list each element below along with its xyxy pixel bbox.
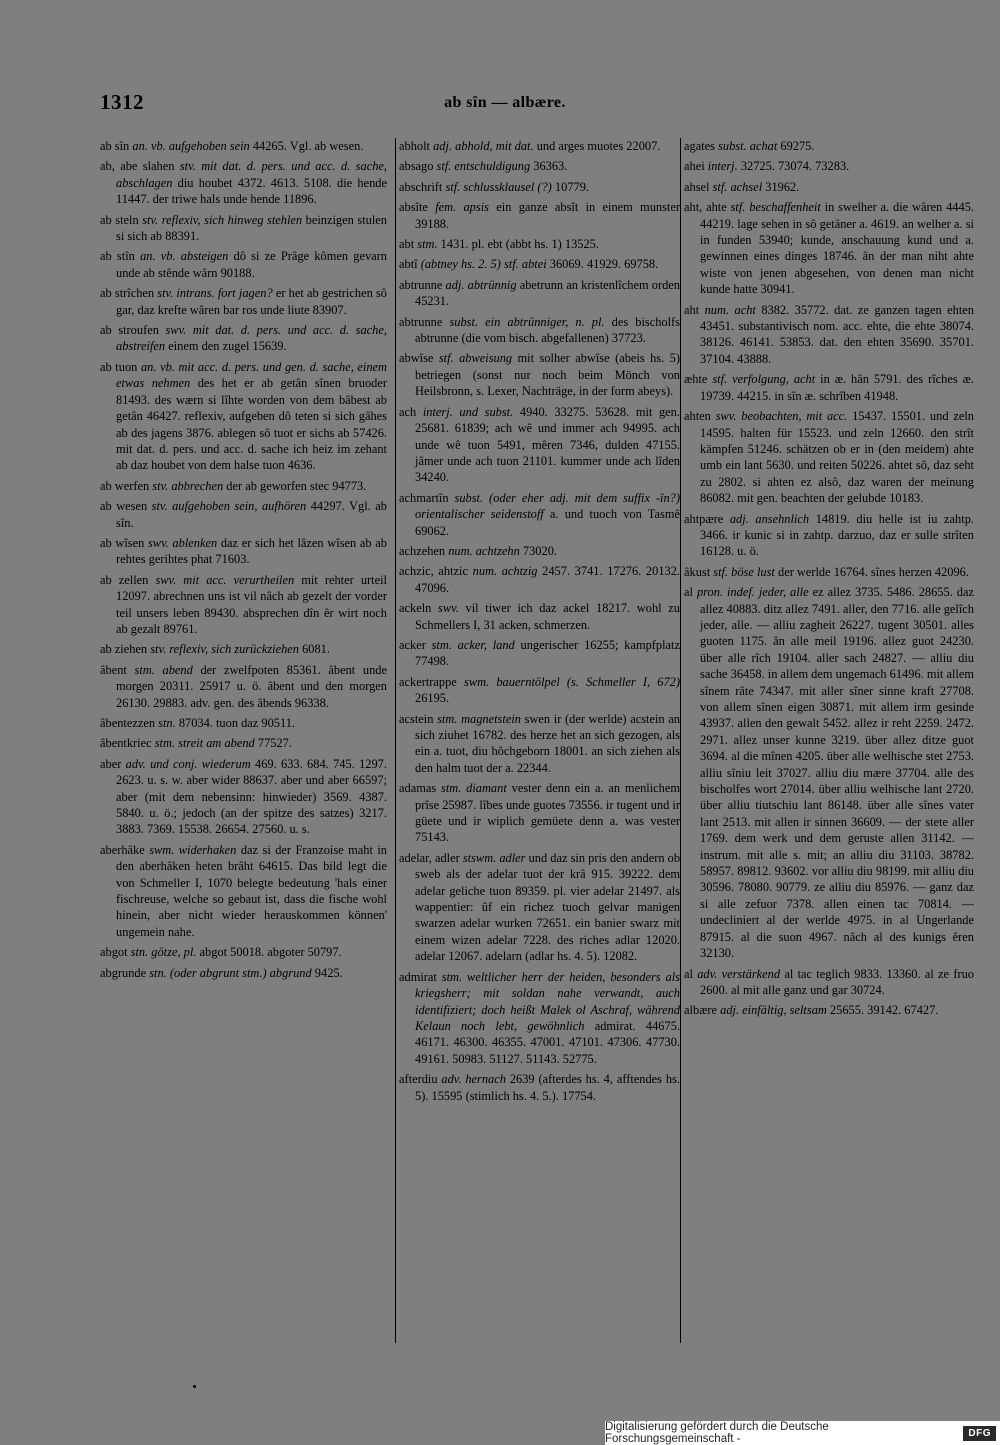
dictionary-entry [100, 322, 387, 355]
entry-gloss: swm. bauerntölpel (s. Schmeller I, 672) [464, 674, 680, 689]
entry-headword: âbentkriec [100, 736, 152, 751]
entry-gloss: stv. aufgehoben sein, aufhören [151, 499, 307, 514]
entry-citations: daz er sich het lâzen wîsen ab ab rehtes gerihtes phat 71603. [116, 535, 387, 567]
dictionary-entry [399, 780, 680, 846]
page-number: 1312 [100, 90, 144, 114]
dictionary-entry [399, 674, 680, 707]
entry-headword: abgot [100, 945, 128, 960]
entry-citations: 26195. [415, 691, 450, 706]
dictionary-entry [100, 248, 387, 281]
entry-gloss: stv. intrans. fort jagen? [157, 286, 273, 301]
entry-citations: vester denn ein a. an menlichem prîse 25987. lîbes unde guotes 73556. ir tugent und ir güete und ir wiplich gemüete denn a. was vester 75143. [415, 781, 680, 845]
dictionary-entry [399, 277, 680, 310]
entry-gloss: num. achtzig [472, 564, 538, 579]
entry-headword: adelar, adler [399, 850, 460, 865]
dictionary-entry [100, 641, 387, 657]
entry-citations: abgot 50018. abgoter 50797. [199, 945, 342, 960]
entry-headword: æhte [684, 372, 708, 387]
entry-citations: 8382. 35772. dat. ze ganzen tagen ehten 43451. substantivisch nom. acc. ehte, die ehte 38074. 38126. 46141. 53853. dat. den ehten 35690. 35701. 37104. 43888. [700, 302, 974, 366]
entry-gloss: adj. abhold, mit dat. [433, 139, 534, 153]
entry-gloss: adj. ansehnlich [729, 511, 810, 526]
entry-citations: der zwelfpoten 85361. âbent unde morgen 20311. 25917 u. ö. âbent und den morgen 26130. 29883. adv. gen. des âbends 96338. [116, 662, 387, 710]
entry-citations: des bischolfs abtrunne (die vom bisch. abgefallenen) 37723. [415, 314, 680, 346]
dictionary-entry [100, 138, 387, 154]
entry-headword: ahei [684, 159, 705, 174]
entry-headword: ackeln [399, 601, 432, 616]
entry-citations: 15437. 15501. und zeln 14595. halten für 15523. und zeln 12660. den strît kämpfen 51246. schätzen ob er in (den meidem) ahte umb ein lant 5630. und reiten 50226. ahtet sô, daz seht zu 2802. si ahten ez alsô, daz waren der meinung 86082. mit gen. beachten der gelubde 10183. [700, 409, 974, 506]
dictionary-entry [399, 158, 680, 174]
dictionary-entry [100, 842, 387, 940]
footer-bar [605, 1421, 1000, 1445]
entry-citations: 73020. [522, 543, 557, 558]
entry-gloss: stm. weltlicher herr der heiden, besonders als kriegsherr; mit soldan nahe verwandt, auch identifiziert; doch heißt Malek ol Aschraf, während Kelaun noch lebt, gewöhnlich [415, 969, 680, 1033]
running-head: ab sîn — albære. [444, 94, 566, 111]
dictionary-entry [684, 1002, 974, 1018]
dictionary-entry [100, 285, 387, 318]
entry-headword: ackertrappe [399, 674, 457, 689]
dictionary-entry [100, 735, 387, 751]
entry-gloss: stn. (oder abgrunt stm.) abgrund [149, 965, 312, 980]
entry-gloss: stf. verfolgung, acht [712, 372, 816, 387]
entry-gloss: fem. apsis [435, 200, 489, 215]
entry-headword: albære [684, 1003, 718, 1018]
entry-gloss: stm. streit am abend [154, 736, 255, 751]
dictionary-entry [100, 158, 387, 207]
entry-headword: abholt [399, 139, 430, 153]
entry-citations: 31962. [765, 179, 800, 194]
entry-citations: swen ir (der werlde) acstein an sich ziuhet 16782. des herze het an sich gezogen, als ein a. tuot, diu hôchgeborn 18001. an sich ziehen als den halm tuot der a. 22344. [415, 711, 680, 775]
entry-headword: achzehen [399, 543, 446, 558]
entry-citations: 69275. [780, 139, 815, 153]
entry-headword: absîte [399, 200, 428, 215]
entry-citations: in æ. hân 5791. des rîches æ. 19739. 44215. in sîn æ. schrîben 41948. [700, 372, 974, 403]
entry-headword: ab wîsen [100, 535, 145, 550]
column-3 [680, 138, 974, 1343]
entry-headword: acker [399, 637, 426, 652]
entry-gloss: swv. mit dat. d. pers. und acc. d. sache, abstreifen [116, 323, 387, 354]
entry-gloss: adv. verstärkend [697, 966, 781, 981]
entry-headword: al [684, 585, 693, 600]
dictionary-entry [100, 756, 387, 838]
entry-headword: agates [684, 139, 715, 153]
entry-gloss: an. vb. mit acc. d. pers. und gen. d. sache, einem etwas nehmen [116, 359, 387, 391]
entry-headword: abschrift [399, 179, 443, 194]
entry-headword: ab steln [100, 212, 139, 227]
entry-headword: ab, abe slahen [100, 159, 175, 174]
entry-citations: 77527. [257, 736, 292, 751]
entry-gloss: stm. diamant [441, 781, 507, 796]
dictionary-entry [684, 138, 974, 154]
entry-citations: 87034. tuon daz 90511. [178, 716, 296, 730]
entry-gloss: swm. widerhaken [149, 842, 237, 857]
entry-headword: aht [684, 302, 700, 317]
entry-gloss: stv. reflexiv, sich zurückziehen [150, 642, 299, 657]
entry-headword: aht, ahte [684, 200, 727, 215]
dictionary-entry [399, 969, 680, 1067]
entry-citations: 1431. pl. ebt (abbt hs. 1) 13525. [440, 237, 599, 252]
entry-headword: âbent [100, 662, 127, 677]
entry-citations: 44265. Vgl. ab wesen. [252, 139, 364, 153]
entry-headword: ach [399, 404, 417, 419]
entry-citations: ungerischer 16255; kampfplatz 77498. [415, 637, 680, 669]
dictionary-entry [100, 965, 387, 981]
entry-citations: einem den zugel 15639. [168, 339, 287, 354]
dictionary-entry [399, 850, 680, 965]
entry-citations: al tac teglich 9833. 13360. al ze fruo 2600. al mit alle ganz und gar 30724. [700, 966, 974, 997]
entry-citations: 44297. Vgl. ab sîn. [116, 499, 387, 530]
dictionary-entry [684, 302, 974, 368]
entry-gloss: adj. einfältig, seltsam [720, 1003, 827, 1018]
entry-gloss: stn. götze, pl. [130, 945, 197, 960]
dictionary-columns [100, 138, 974, 1343]
entry-gloss: pron. indef. jeder, alle [696, 585, 809, 600]
dictionary-entry [399, 404, 680, 486]
entry-headword: adamas [399, 781, 437, 796]
entry-citations: 25655. 39142. 67427. [829, 1003, 939, 1018]
entry-headword: ab ziehen [100, 642, 148, 657]
entry-gloss: num. achtzehn [448, 543, 520, 558]
entry-gloss: stf. beschaffenheit [730, 200, 821, 215]
entry-citations: 10779. [554, 179, 589, 194]
entry-headword: al [684, 966, 693, 981]
dictionary-entry [399, 543, 680, 559]
entry-citations: in swelher a. die wâren 4445. 44219. lage sehen in sô getâner a. 4619. an welher a. si in funden 53940; kunde, anschauung kund und a. gewinnen eines dinges 18746. ân der man niht ahte wiste von jenen abgesehen, von denen man nicht kunde hatte 30941. [700, 200, 974, 297]
entry-headword: ab stîn [100, 249, 135, 264]
entry-citations: 2457. 3741. 17276. 20132. 47096. [415, 564, 680, 595]
dictionary-entry [100, 359, 387, 474]
entry-citations: der werlde 16764. sînes herzen 42096. [778, 564, 969, 579]
entry-headword: ahten [684, 409, 711, 424]
entry-citations: dô si ze Prâge kômen gevarn unde ab stênde wârn 90188. [116, 249, 387, 280]
entry-headword: ab wesen [100, 499, 148, 514]
dictionary-entry [684, 179, 974, 195]
entry-citations: 14819. diu helle ist iu zahtp. 3466. ir kunic si in zahtp. darzuo, daz er sulle strîten 16128. u. ö. [700, 511, 974, 559]
entry-headword: âbentezzen [100, 716, 156, 730]
dictionary-entry [100, 944, 387, 960]
entry-citations: 469. 633. 684. 745. 1297. 2623. u. s. w. aber wider 88637. aber und aber 66597; aber (mit dem nebensinn: hinwieder) 3569. 4387. 5840. u. ö.; jedoch (an der spitze des satzes) 3217. 3883. 7369. 15538. 26654. 27560. u. s. [116, 756, 387, 837]
column-1 [100, 138, 387, 1343]
dictionary-entry [100, 478, 387, 494]
dictionary-entry [399, 711, 680, 777]
dictionary-entry [684, 511, 974, 560]
dictionary-entry [399, 490, 680, 539]
entry-gloss: an. vb. aufgehoben sein [132, 139, 250, 153]
dictionary-entry [684, 584, 974, 961]
entry-citations: 4940. 33275. 53628. mit gen. 25681. 61839; ach wê und immer ach 94995. ach unde wê tuon 5491, mêren 7346, dulden 47155. jâmer unde ach tuon 21101. kummer unde ach lîden 34240. [415, 404, 680, 485]
entry-gloss: swv. ablenken [147, 535, 218, 550]
entry-citations: des het er ab getân sînen bruoder 81493. des wærn si lîhte worden von dem bâbest ab getân 46427. reflexiv, aufgeben dô teten si sich gâhes ab des jagens 3876. ablegen sô tuot er sichs ab 57426. mit dat. d. pers. und acc. d. sache ich heiz im zehant ab daz houbet von dem halse tuon 4636. [116, 376, 387, 473]
entry-gloss: num. acht [704, 302, 756, 317]
entry-citations: 32725. 73074. 73283. [740, 159, 850, 174]
entry-gloss: stm. magnetstein [437, 711, 521, 726]
entry-citations: a. und tuoch von Tasmê 69062. [415, 507, 680, 538]
entry-gloss: interj. [707, 159, 738, 174]
entry-gloss: swv. [438, 601, 459, 616]
entry-headword: absago [399, 159, 434, 174]
entry-headword: abtî [399, 257, 418, 272]
entry-gloss: stv. reflexiv, sich hinweg stehlen [142, 212, 303, 227]
entry-headword: abtrunne [399, 277, 443, 292]
dictionary-entry [399, 138, 680, 154]
dictionary-entry [399, 256, 680, 272]
entry-citations: der ab geworfen stec 94773. [226, 478, 367, 493]
footer-credit: Digitalisierung gefördert durch die Deutsche Forschungsgemeinschaft - [605, 1421, 829, 1445]
entry-gloss: adv. hernach [441, 1072, 506, 1087]
entry-citations: 36069. 41929. 69758. [549, 257, 659, 272]
dictionary-entry [100, 715, 387, 731]
entry-headword: aber [100, 756, 122, 771]
entry-headword: abt [399, 237, 415, 252]
entry-gloss: swv. beobachten, mit acc. [715, 409, 848, 424]
print-speck [193, 1385, 196, 1388]
dictionary-entry [684, 564, 974, 580]
entry-gloss: stv. abbrechen [152, 478, 224, 493]
entry-citations: admirat. 44675. 46171. 46300. 46355. 47001. 47101. 47306. 47730. 49161. 50983. 51127. 51143. 52775. [415, 1018, 680, 1066]
page-header [100, 90, 910, 116]
entry-gloss: stf. böse lust [713, 564, 775, 579]
entry-citations: 36363. [533, 159, 568, 174]
dictionary-entry [100, 662, 387, 711]
dictionary-entry [100, 535, 387, 568]
entry-headword: acstein [399, 711, 434, 726]
column-2 [395, 138, 680, 1343]
entry-gloss: adv. und conj. wiederum [125, 756, 251, 771]
dictionary-entry [399, 350, 680, 399]
entry-gloss: (abtney hs. 2. 5) stf. abtei [420, 257, 547, 272]
entry-gloss: stm. abend [134, 662, 193, 677]
entry-headword: abgrunde [100, 965, 147, 980]
entry-headword: ab stroufen [100, 323, 159, 338]
entry-citations: daz si der Franzoise maht in den aberhâken heten brâht 64615. Das bild legt die von Schmeller I, 1070 belegte bedeutung 'hals einer fischreuse, welche so gebaut ist, dass die fische wohl hinein, aber nicht wieder herauskommen können' ungemein nahe. [116, 842, 387, 939]
dictionary-entry [100, 572, 387, 638]
entry-citations: diu houbet 4372. 4613. 5108. die hende 11447. der triwe hals unde hende 11896. [116, 175, 387, 207]
entry-citations: er het ab gestrichen sô gar, daz krefte wâren bar ros unde liute 83907. [116, 286, 387, 317]
dictionary-entry [684, 408, 974, 506]
entry-gloss: stn. [158, 716, 176, 730]
dictionary-entry [100, 212, 387, 245]
entry-headword: ahsel [684, 179, 710, 194]
entry-gloss: an. vb. absteigen [140, 249, 229, 264]
entry-gloss: stf. schlussklausel (?) [445, 179, 552, 194]
entry-citations: abetrunn an kristenlîchem orden 45231. [415, 277, 680, 309]
dictionary-entry [684, 371, 974, 404]
entry-headword: achmartîn [399, 490, 449, 505]
entry-citations: mit solher abwîse (abeis hs. 5) betriegen (sonst nur noch beim Mönch von Heilsbronn, s. Lexer, Nachträge, in der form abeys). [415, 351, 680, 399]
entry-headword: âkust [684, 564, 711, 579]
dictionary-entry [399, 637, 680, 670]
entry-headword: ab werfen [100, 478, 150, 493]
entry-gloss: stm. [417, 237, 438, 252]
entry-gloss: stf. achsel [712, 179, 763, 194]
entry-gloss: stf. entschuldigung [436, 159, 531, 174]
entry-gloss: stm. acker, land [431, 637, 515, 652]
entry-citations: beinzigen stulen si sich ab 88391. [116, 212, 387, 244]
entry-gloss: subst. ein abtrünniger, n. pl. [449, 314, 605, 329]
dictionary-entry [399, 314, 680, 347]
entry-citations: ez allez 3735. 5486. 28655. daz allez 40883. ditz allez 7491. aller, den 7716. alle gelîch jeder, alle. — alliu zagheit 26227. tugent 30501. alles guoten 1175. ân alle meil 19196. allez guot 24230. über alle rîch 19104. aller sach 24827. — alliu diu sache 36458. in allem dem ungemach 61496. mit allem sînem râte 74347. mit aller sîner sinne kraft 27708. von allem sînen eigen 30871. mit allem irm gesinde 43937. allen den gewalt 5452. allez ir reht 2259. 2472. 2971. allez unser kunne 3219. über allez ditze guot 3694. al die mînen 4205. über alle welhische stet 2753. alliu sîniu leit 37027. alliu diu mære 37704. alle des bischolfes wort 27014. über alliu welhische lant 2720. über alliu tiutschiu lant 86148. über alle sînes vater lant 2513. mit allen ir sinnen 36609. — der stete aller 1769. dem werk und dem geruste allen 31142. — instrum. mit alle s. mit; an alliu diu 31103. 38782. 58957. 89812. 93602. vor alliu diu 98199. mit alliu diu 30596. 78080. 90779. ze alliu diu 85976. — ganz daz si alle zefuor 7378. allen einen tac 70814. — undecliniert al der werlde 4975. in al Ungerlande 87915. al die suon 4967. nâch al des kunigs êren 32130. [700, 585, 974, 961]
entry-headword: ab sîn [100, 139, 130, 153]
entry-citations: 6081. [302, 642, 330, 657]
entry-headword: admirat [399, 969, 437, 984]
entry-citations: vil tiwer ich daz ackel 18217. wohl zu Schmellers I, 31 acken, schmerzen. [415, 601, 680, 632]
entry-gloss: stf. abweisung [438, 351, 513, 366]
entry-gloss: subst. (oder eher adj. mit dem suffix -în?) orientalischer seidenstoff [415, 490, 680, 522]
dictionary-entry [399, 563, 680, 596]
dictionary-entry [399, 236, 680, 252]
dictionary-entry [100, 498, 387, 531]
dictionary-entry [684, 199, 974, 297]
entry-citations: mit rehter urteil 12097. abrechnen uns ist vil nâch ab gezelt der vorder teil unsers leben 89430. absprechen dîn êr wirt noch ab gezalt 89761. [116, 572, 387, 636]
entry-gloss: interj. und subst. [422, 404, 514, 419]
dictionary-entry [399, 179, 680, 195]
entry-citations: 9425. [314, 965, 343, 980]
dictionary-entry [399, 600, 680, 633]
entry-citations: 2639 (afterdes hs. 4, afftendes hs. 5). 15595 (stimlich hs. 4. 5.). 17754. [415, 1072, 680, 1103]
entry-headword: ab zellen [100, 572, 149, 587]
dictionary-entry [399, 199, 680, 232]
dictionary-entry [399, 1071, 680, 1104]
entry-headword: achzic, ahtzic [399, 564, 468, 579]
dictionary-entry [684, 966, 974, 999]
entry-gloss: swv. mit acc. verurtheilen [155, 572, 295, 587]
entry-gloss: subst. achat [718, 139, 778, 153]
entry-headword: ahtpære [684, 511, 724, 526]
entry-headword: aberhâke [100, 842, 145, 857]
entry-citations: und daz sin pris den andern ob sweb als der adelar tuot der krâ 915. 39222. dem adelar geliche tuon 89359. pl. vier adelar 21497. als wappentier: ûf ein richez tuoch gelvar manigen swarzen adelar wurken 72651. ein banier swarz mit einem wizen adelar 7228. des riches adlar 12020. adelar 12067. adelarn (adlar hs. 4. 5). 12082. [415, 850, 680, 964]
entry-gloss: stswm. adler [462, 850, 526, 865]
entry-gloss: stv. mit dat. d. pers. und acc. d. sache, abschlagen [116, 159, 387, 190]
dictionary-entry [684, 158, 974, 174]
entry-citations: ein ganze absît in einem munster 39188. [415, 200, 680, 231]
entry-headword: abwîse [399, 351, 434, 366]
entry-citations: und arges muotes 22007. [536, 139, 661, 153]
entry-headword: ab strîchen [100, 286, 155, 301]
entry-headword: afterdiu [399, 1072, 438, 1087]
entry-headword: abtrunne [399, 314, 443, 329]
dfg-logo: DFG [963, 1426, 996, 1441]
entry-headword: ab tuon [100, 359, 138, 374]
entry-gloss: adj. abtrünnig [445, 277, 517, 292]
